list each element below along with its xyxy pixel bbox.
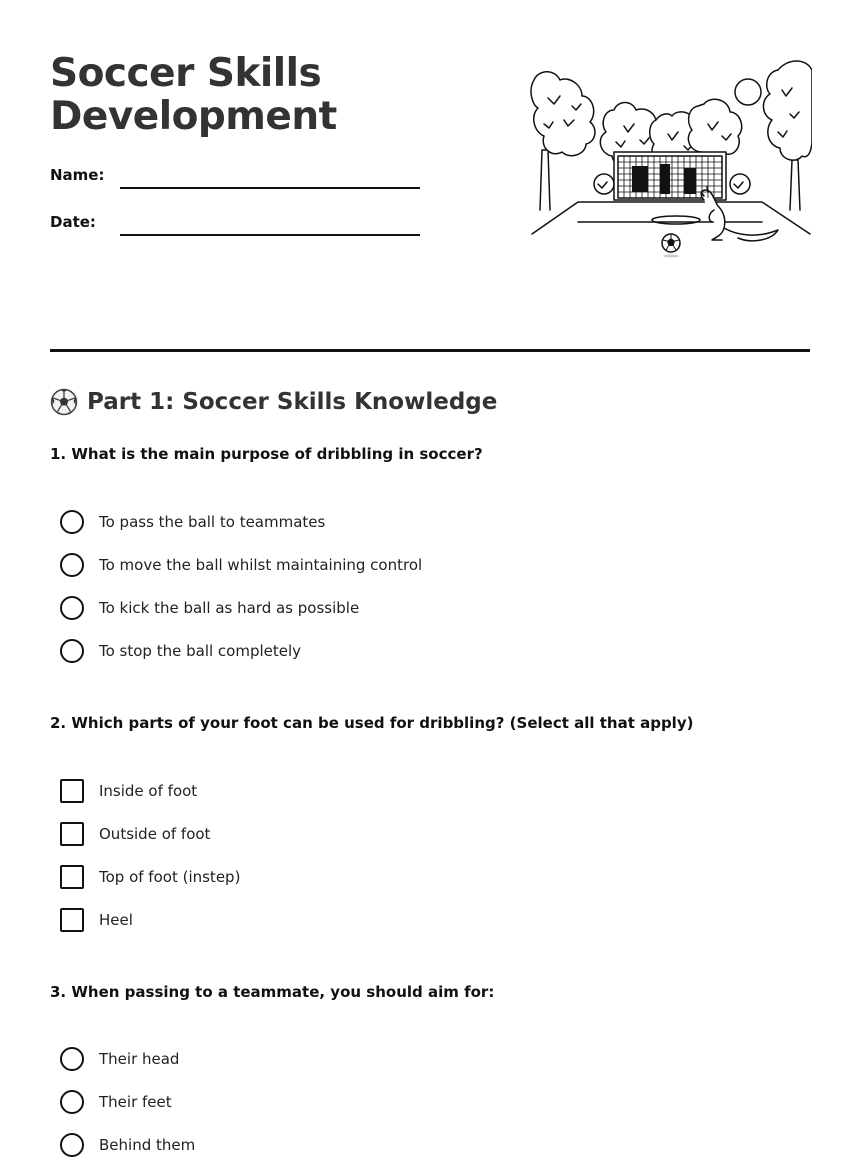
q2-option-2[interactable] xyxy=(60,821,210,847)
option-label: Their feet xyxy=(99,1093,172,1111)
radio-button[interactable] xyxy=(60,1133,84,1157)
option-label: To pass the ball to teammates xyxy=(99,513,326,531)
part1-heading xyxy=(50,388,497,416)
radio-button[interactable] xyxy=(60,1047,84,1071)
option-label: To kick the ball as hard as possible xyxy=(99,599,360,617)
checkbox[interactable] xyxy=(60,908,84,932)
option-label: To move the ball whilst maintaining control xyxy=(99,556,423,574)
q3-option-3[interactable] xyxy=(60,1132,195,1158)
page-title xyxy=(50,52,337,138)
q2-option-3[interactable] xyxy=(60,864,240,890)
field-ball xyxy=(662,234,680,258)
name-field[interactable] xyxy=(120,187,420,189)
checkbox[interactable] xyxy=(60,822,84,846)
date-label: Date: xyxy=(50,213,96,231)
q2-option-4[interactable] xyxy=(60,907,133,933)
question-1: 1. What is the main purpose of dribbling in soccer? xyxy=(50,445,483,463)
date-field[interactable] xyxy=(120,234,420,236)
option-label: Their head xyxy=(99,1050,180,1068)
option-label: Behind them xyxy=(99,1136,196,1154)
checkbox[interactable] xyxy=(60,865,84,889)
option-label: Inside of foot xyxy=(99,782,198,800)
section-divider xyxy=(50,349,810,352)
name-label: Name: xyxy=(50,166,105,184)
radio-button[interactable] xyxy=(60,510,84,534)
question-2: 2. Which parts of your foot can be used for dribbling? (Select all that apply) xyxy=(50,714,694,732)
title-line-1: Soccer Skills xyxy=(50,51,322,96)
soccer-field-illustration xyxy=(528,50,812,264)
soccer-ball-icon xyxy=(50,388,78,416)
q2-option-1[interactable] xyxy=(60,778,197,804)
option-label: Top of foot (instep) xyxy=(99,868,241,886)
radio-button[interactable] xyxy=(60,1090,84,1114)
q3-option-2[interactable] xyxy=(60,1089,172,1115)
radio-button[interactable] xyxy=(60,596,84,620)
q3-option-1[interactable] xyxy=(60,1046,179,1072)
q1-option-3[interactable] xyxy=(60,595,359,621)
option-label: Heel xyxy=(99,911,133,929)
radio-button[interactable] xyxy=(60,553,84,577)
option-label: Outside of foot xyxy=(99,825,211,843)
checkbox[interactable] xyxy=(60,779,84,803)
q1-option-1[interactable] xyxy=(60,509,325,535)
q1-option-4[interactable] xyxy=(60,638,301,664)
radio-button[interactable] xyxy=(60,639,84,663)
option-label: To stop the ball completely xyxy=(99,642,302,660)
question-3: 3. When passing to a teammate, you should aim for: xyxy=(50,983,495,1001)
part1-heading-text: Part 1: Soccer Skills Knowledge xyxy=(87,389,498,415)
q1-option-2[interactable] xyxy=(60,552,422,578)
title-line-2: Development xyxy=(50,94,337,139)
